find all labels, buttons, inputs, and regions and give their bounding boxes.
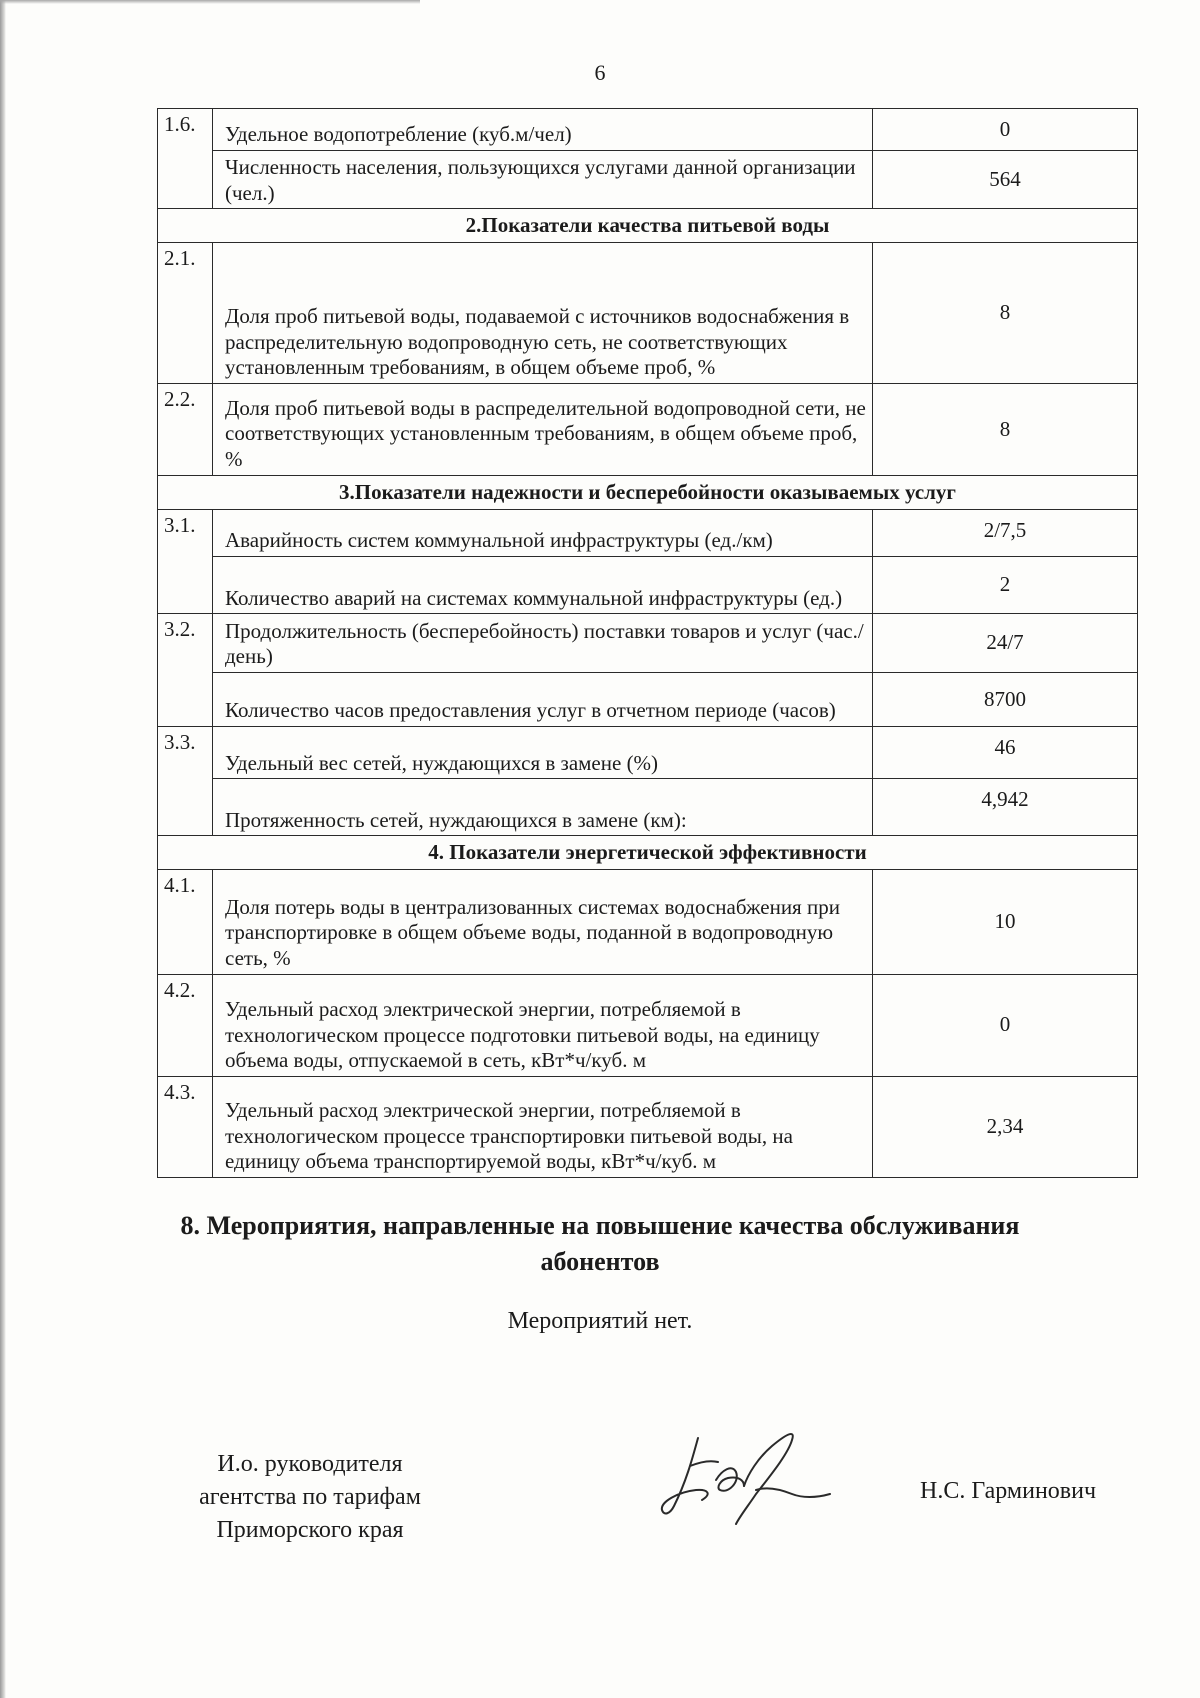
table-row bbox=[158, 109, 1138, 151]
table-row bbox=[158, 243, 1138, 384]
indicator-description: Аварийность систем коммунальной инфраструктуры (ед./км) bbox=[213, 510, 873, 557]
indicator-description: Продолжительность (бесперебойность) поставки товаров и услуг (час./день) bbox=[213, 614, 873, 673]
indicators-table bbox=[157, 108, 1138, 1178]
indicator-description: Доля проб питьевой воды, подаваемой с источников водоснабжения в распределительную водопроводную сеть, не соответствующих установленным требованиям, в общем объеме проб, % bbox=[213, 243, 873, 384]
position-line: И.о. руководителя bbox=[217, 1451, 403, 1477]
indicator-value: 2 bbox=[873, 556, 1138, 613]
page-number: 6 bbox=[594, 60, 606, 85]
indicator-description: Удельный расход электрической энергии, потребляемой в технологическом процессе транспортировки питьевой воды, на единицу объема транспортируемой воды, кВт*ч/куб. м bbox=[213, 1076, 873, 1177]
section-header-row bbox=[158, 475, 1138, 509]
scan-edge-top bbox=[0, 0, 420, 4]
indicator-value: 24/7 bbox=[873, 614, 1138, 673]
section-header-row bbox=[158, 209, 1138, 243]
row-number: 4.3. bbox=[158, 1076, 213, 1177]
row-number: 1.6. bbox=[158, 109, 213, 209]
indicator-value: 46 bbox=[873, 727, 1138, 779]
section-title-3: 3.Показатели надежности и бесперебойности оказываемых услуг bbox=[158, 475, 1138, 509]
position-line: Приморского края bbox=[216, 1517, 404, 1544]
table-row bbox=[158, 556, 1138, 613]
indicator-description: Протяженность сетей, нуждающихся в замене (км): bbox=[213, 779, 873, 836]
indicator-value: 4,942 bbox=[873, 779, 1138, 836]
row-number: 4.1. bbox=[158, 870, 213, 974]
section-header-row bbox=[158, 836, 1138, 870]
row-number: 2.1. bbox=[158, 243, 213, 384]
indicator-value: 2,34 bbox=[873, 1076, 1138, 1177]
table-row bbox=[158, 150, 1138, 209]
table-row bbox=[158, 1076, 1138, 1177]
indicator-value: 0 bbox=[873, 974, 1138, 1076]
row-number: 4.2. bbox=[158, 974, 213, 1076]
table-row bbox=[158, 672, 1138, 726]
indicator-description: Доля проб питьевой воды в распределительной водопроводной сети, не соответствующих установленным требованиям, в общем объеме проб, % bbox=[213, 383, 873, 475]
table-row bbox=[158, 614, 1138, 673]
section-8-heading bbox=[0, 1208, 1200, 1280]
section-title-4: 4. Показатели энергетической эффективности bbox=[158, 836, 1138, 870]
indicator-description: Количество аварий на системах коммунальной инфраструктуры (ед.) bbox=[213, 556, 873, 613]
row-number: 3.1. bbox=[158, 510, 213, 614]
table-row bbox=[158, 727, 1138, 779]
table-row bbox=[158, 974, 1138, 1076]
measures-text: Мероприятий нет. bbox=[507, 1308, 693, 1334]
scan-edge-left bbox=[0, 0, 6, 1698]
indicator-value: 564 bbox=[873, 150, 1138, 209]
row-number: 3.2. bbox=[158, 614, 213, 727]
indicator-value: 10 bbox=[873, 870, 1138, 974]
indicator-description: Численность населения, пользующихся услугами данной организации (чел.) bbox=[213, 150, 873, 209]
position-line: агентства по тарифам bbox=[199, 1484, 421, 1511]
indicator-description: Удельный вес сетей, нуждающихся в замене (%) bbox=[213, 727, 873, 779]
indicator-value: 8 bbox=[873, 243, 1138, 384]
row-number: 2.2. bbox=[158, 383, 213, 475]
indicator-value: 2/7,5 bbox=[873, 510, 1138, 557]
table-row bbox=[158, 510, 1138, 557]
table-row bbox=[158, 779, 1138, 836]
indicator-value: 0 bbox=[873, 109, 1138, 151]
indicator-description: Удельный расход электрической энергии, потребляемой в технологическом процессе подготовки питьевой воды, на единицу объема воды, отпускаемой в сеть, кВт*ч/куб. м bbox=[213, 974, 873, 1076]
indicator-description: Доля потерь воды в централизованных системах водоснабжения при транспортировке в общем объеме воды, поданной в водопроводную сеть, % bbox=[213, 870, 873, 974]
section-8-heading-line1: 8. Мероприятия, направленные на повышение качества обслуживания bbox=[180, 1211, 1020, 1240]
indicator-value: 8700 bbox=[873, 672, 1138, 726]
section-title-2: 2.Показатели качества питьевой воды bbox=[158, 209, 1138, 243]
indicator-description: Количество часов предоставления услуг в отчетном периоде (часов) bbox=[213, 672, 873, 726]
table-row bbox=[158, 383, 1138, 475]
signatory-name: Н.С. Гарминович bbox=[920, 1478, 1097, 1504]
indicator-description: Удельное водопотребление (куб.м/чел) bbox=[213, 109, 873, 151]
indicator-value: 8 bbox=[873, 383, 1138, 475]
handwritten-signature bbox=[660, 1420, 860, 1530]
signatory-position bbox=[150, 1448, 470, 1547]
table-row bbox=[158, 870, 1138, 974]
row-number: 3.3. bbox=[158, 727, 213, 836]
section-8-heading-line2: абонентов bbox=[540, 1246, 660, 1276]
